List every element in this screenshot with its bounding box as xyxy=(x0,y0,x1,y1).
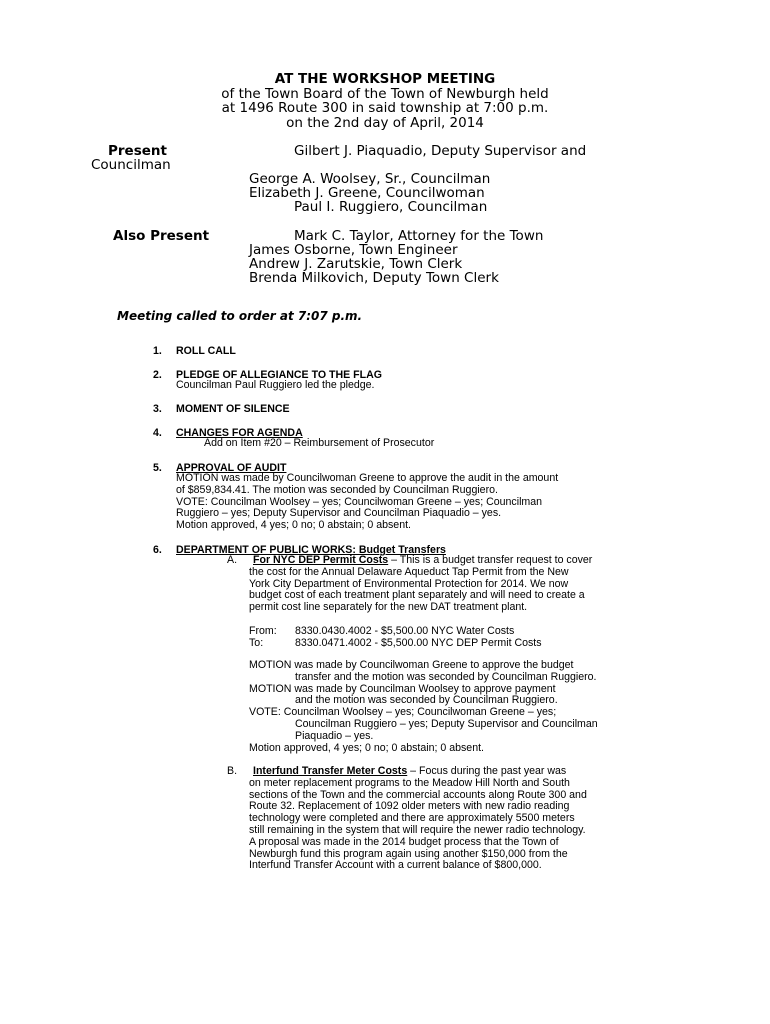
item-body: Councilman Paul Ruggiero led the pledge. xyxy=(176,379,375,391)
item-title: DEPARTMENT OF PUBLIC WORKS: Budget Transfers xyxy=(176,544,446,556)
from-value: 8330.0430.4002 - $5,500.00 NYC Water Costs xyxy=(295,625,515,637)
text-line: York City Department of Environmental Protection for 2014. We now xyxy=(249,577,569,590)
text-line: Piaquadio – yes. xyxy=(295,729,374,742)
item-number: 1. xyxy=(153,345,162,357)
subitem-b-block xyxy=(249,766,587,872)
item-title: PLEDGE OF ALLEGIANCE TO THE FLAG xyxy=(176,369,382,381)
item-title: MOMENT OF SILENCE xyxy=(176,403,290,415)
audit-motion-block xyxy=(176,473,558,532)
item-number: 6. xyxy=(153,544,162,556)
item-number: 4. xyxy=(153,427,162,439)
subitem-title: Interfund Transfer Meter Costs xyxy=(253,765,408,777)
attendee: Paul I. Ruggiero, Councilman xyxy=(294,199,488,215)
header-line: on the 2nd day of April, 2014 xyxy=(286,115,484,131)
item-title: APPROVAL OF AUDIT xyxy=(176,462,287,474)
attendee: George A. Woolsey, Sr., Councilman xyxy=(249,171,491,187)
attendee: Mark C. Taylor, Attorney for the Town xyxy=(294,228,544,244)
attendee: Gilbert J. Piaquadio, Deputy Supervisor and xyxy=(294,143,587,159)
subitem-letter: A. xyxy=(227,554,238,566)
item-title: ROLL CALL xyxy=(176,345,236,357)
text-line: Route 32. Replacement of 1092 older meters with new radio reading xyxy=(249,800,570,813)
text-line: sections of the Town and the commercial accounts along Route 300 and xyxy=(249,788,587,801)
text-line: of $859,834.41. The motion was seconded by Councilman Ruggiero. xyxy=(176,483,498,496)
text-line: MOTION was made by Councilman Woolsey to approve payment xyxy=(249,682,556,695)
subitem-title: For NYC DEP Permit Costs xyxy=(253,554,389,566)
to-label: To: xyxy=(249,637,264,649)
header-line: of the Town Board of the Town of Newburgh held xyxy=(221,86,549,102)
text-line: on meter replacement programs to the Meadow Hill North and South xyxy=(249,776,570,789)
item-title: CHANGES FOR AGENDA xyxy=(176,427,303,439)
meeting-title: AT THE WORKSHOP MEETING xyxy=(274,71,496,87)
text-line: A proposal was made in the 2014 budget process that the Town of xyxy=(249,835,559,848)
present-label: Present xyxy=(108,143,167,159)
subitem-a-motions xyxy=(249,660,598,754)
attendee: Brenda Milkovich, Deputy Town Clerk xyxy=(249,270,499,286)
text-line: still remaining in the system that will require the newer radio technology. xyxy=(249,823,586,836)
text-fragment: – Focus during the past year was xyxy=(407,765,567,777)
text-line: permit cost line separately for the new DAT treatment plant. xyxy=(249,601,528,614)
from-label: From: xyxy=(249,625,277,637)
item-number: 5. xyxy=(153,462,162,474)
also-present-label: Also Present xyxy=(113,228,210,244)
text-line: Councilman Ruggiero – yes; Deputy Supervisor and Councilman xyxy=(295,717,598,730)
text-line: Newburgh fund this program again using another $150,000 from the xyxy=(249,847,568,860)
attendee: Andrew J. Zarutskie, Town Clerk xyxy=(249,256,463,272)
text-line: Ruggiero – yes; Deputy Supervisor and Councilman Piaquadio – yes. xyxy=(176,507,502,520)
text-fragment: – This is a budget transfer request to cover xyxy=(388,554,593,566)
text-line: budget cost of each treatment plant separately and will need to create a xyxy=(249,589,585,602)
subitem-letter: B. xyxy=(227,765,238,777)
item-number: 3. xyxy=(153,403,162,415)
text-line: technology were completed and there are approximately 5500 meters xyxy=(249,812,575,825)
called-to-order: Meeting called to order at 7:07 p.m. xyxy=(117,309,363,323)
text-line: MOTION was made by Councilwoman Greene to approve the audit in the amount xyxy=(176,472,559,484)
header-line: at 1496 Route 300 in said township at 7:00 p.m. xyxy=(221,100,549,116)
to-value: 8330.0471.4002 - $5,500.00 NYC DEP Permit Costs xyxy=(295,637,542,649)
text-line: and the motion was seconded by Councilman Ruggiero. xyxy=(295,694,558,707)
text-line: Interfund Transfer Account with a current balance of $800,000. xyxy=(249,859,542,872)
text-line: VOTE: Councilman Woolsey – yes; Councilwoman Greene – yes; Councilman xyxy=(176,495,543,508)
text-line: VOTE: Councilman Woolsey – yes; Councilwoman Greene – yes; xyxy=(249,706,557,719)
attendee-wrap: Councilman xyxy=(91,157,171,173)
text-line: the cost for the Annual Delaware Aqueduct Tap Permit from the New xyxy=(249,565,569,578)
subitem-a-block xyxy=(249,555,592,614)
attendee: Elizabeth J. Greene, Councilwoman xyxy=(249,185,485,201)
attendee: James Osborne, Town Engineer xyxy=(249,242,458,258)
text-line: MOTION was made by Councilwoman Greene to approve the budget xyxy=(249,659,574,671)
item-body: Add on Item #20 – Reimbursement of Prosecutor xyxy=(204,437,435,449)
text-line: Motion approved, 4 yes; 0 no; 0 abstain; 0 absent. xyxy=(249,741,484,754)
item-number: 2. xyxy=(153,369,162,381)
text-line: Motion approved, 4 yes; 0 no; 0 abstain; 0 absent. xyxy=(176,519,411,532)
text-line: transfer and the motion was seconded by Councilman Ruggiero. xyxy=(295,670,597,683)
